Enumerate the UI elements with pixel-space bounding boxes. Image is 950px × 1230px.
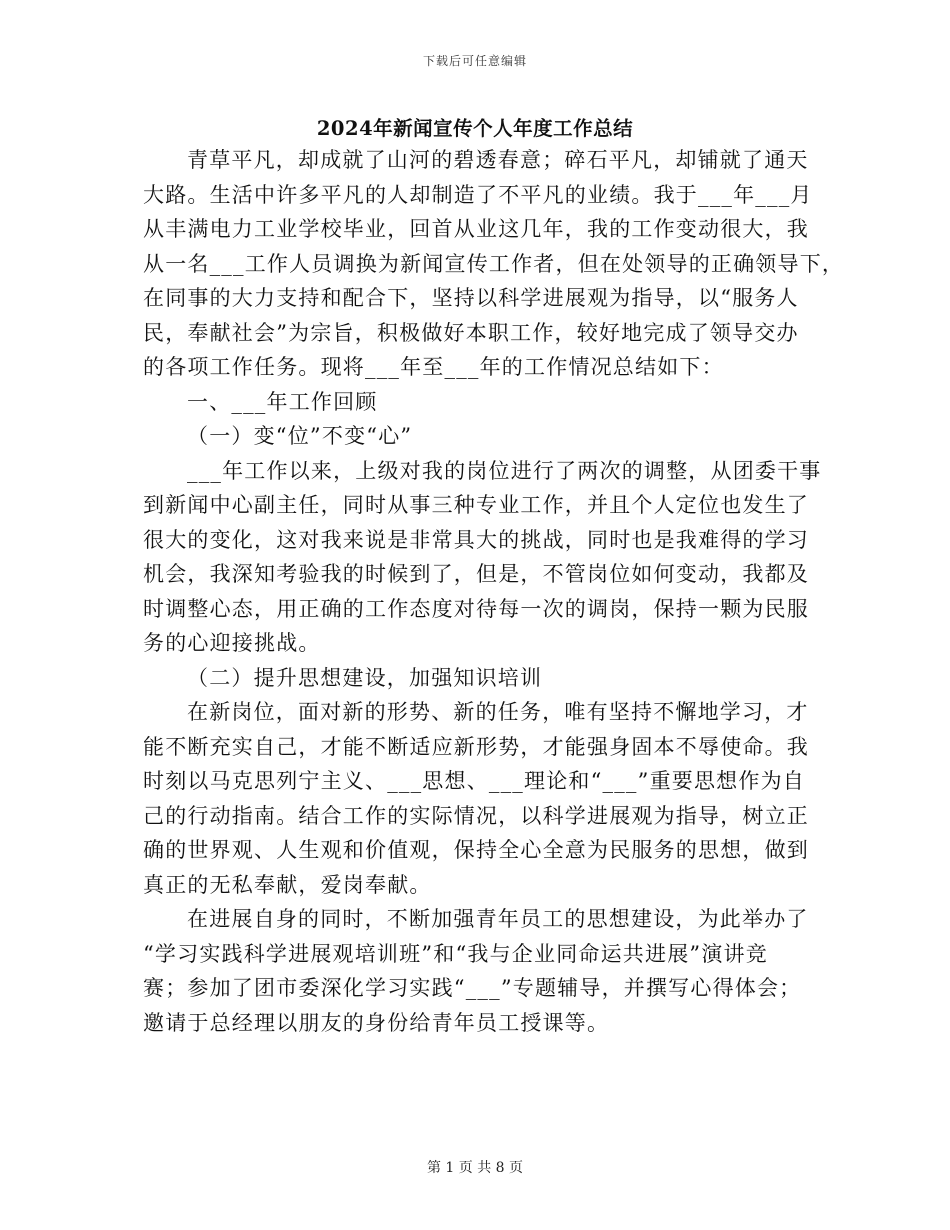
body-line: 时刻以马克思列宁主义、___思想、___理论和“___”重要思想作为自 — [143, 769, 805, 793]
page-footer: 第 1 页 共 8 页 — [426, 1160, 524, 1176]
subsection-heading: （二）提升思想建设，加强知识培训 — [187, 665, 543, 690]
body-line: 务的心迎接挑战。 — [143, 631, 321, 655]
body-line: 从一名___工作人员调换为新闻宣传工作者，但在处领导的正确领导下， — [143, 251, 845, 276]
section-heading: 一、___年工作回顾 — [187, 389, 378, 414]
body-line: 己的行动指南。结合工作的实际情况，以科学进展观为指导，树立正 — [143, 803, 809, 828]
body-line: 时调整心态，用正确的工作态度对待每一次的调岗，保持一颗为民服 — [143, 596, 809, 621]
body-line: “学习实践科学进展观培训班”和“我与企业同命运共进展”演讲竞 — [143, 941, 768, 966]
body-line: 到新闻中心副主任，同时从事三种专业工作，并且个人定位也发生了 — [143, 493, 809, 517]
body-line: 的各项工作任务。现将___年至___年的工作情况总结如下： — [143, 355, 724, 379]
document-body — [143, 143, 845, 1040]
body-line: 真正的无私奉献，爱岗奉献。 — [143, 872, 432, 897]
body-line: 确的世界观、人生观和价值观，保持全心全意为民服务的思想，做到 — [143, 838, 809, 862]
body-line: 民，奉献社会”为宗旨，积极做好本职工作，较好地完成了领导交办 — [143, 320, 799, 345]
body-line: 大路。生活中许多平凡的人却制造了不平凡的业绩。我于___年___月 — [143, 182, 813, 207]
subsection-heading: （一）变“位”不变“心” — [187, 424, 413, 448]
body-line: 邀请于总经理以朋友的身份给青年员工授课等。 — [143, 1010, 610, 1035]
body-line: 赛；参加了团市委深化学习实践“___”专题辅导，并撰写心得体会； — [143, 976, 802, 1000]
body-line: 在进展自身的同时，不断加强青年员工的思想建设，为此举办了 — [187, 907, 809, 931]
body-line: 青草平凡，却成就了山河的碧透春意；碎石平凡，却铺就了通天 — [187, 148, 809, 172]
body-line: 在同事的大力支持和配合下，坚持以科学进展观为指导，以“服务人 — [143, 286, 799, 310]
body-line: 从丰满电力工业学校毕业，回首从业这几年，我的工作变动很大，我 — [143, 217, 809, 241]
document-title: 2024年新闻宣传个人年度工作总结 — [316, 117, 634, 140]
body-line: 在新岗位，面对新的形势、新的任务，唯有坚持不懈地学习，才 — [187, 700, 809, 724]
header-note: 下载后可任意编辑 — [422, 54, 527, 68]
body-line: ___年工作以来，上级对我的岗位进行了两次的调整，从团委干事 — [187, 458, 822, 483]
body-line: 很大的变化，这对我来说是非常具大的挑战，同时也是我难得的学习 — [143, 527, 809, 552]
body-line: 能不断充实自己，才能不断适应新形势，才能强身固本不辱使命。我 — [143, 734, 809, 759]
body-line: 机会，我深知考验我的时候到了，但是，不管岗位如何变动，我都及 — [143, 562, 809, 586]
